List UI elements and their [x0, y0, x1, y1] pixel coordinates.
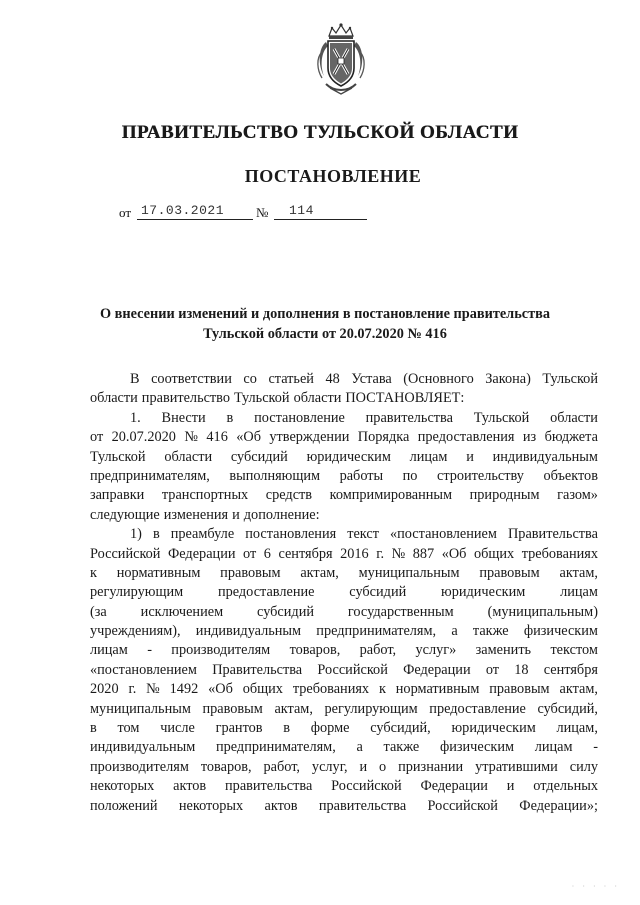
body-line: Российской Федерации от 6 сентября 2016 г. № 887 «Об общих требованиях — [90, 545, 598, 562]
body-line: учреждениям), индивидуальным предпринимателям, а также физическим — [90, 623, 598, 640]
body-line: 1. Внести в постановление правительства Тульской области — [130, 409, 598, 426]
body-line: производителям товаров, работ, услуг, и о признании утратившими силу — [90, 758, 598, 775]
document-body — [90, 370, 598, 816]
document-date: 17.03.2021 — [141, 203, 225, 218]
body-line: области правительство Тульской области ПОСТАНОВЛЯЕТ: — [90, 390, 465, 407]
body-line: Тульской области субсидий юридическим лицам и индивидуальным — [90, 448, 598, 465]
date-number-line — [119, 203, 379, 223]
date-underline — [137, 219, 253, 220]
subject-line: Тульской области от 20.07.2020 № 416 — [203, 326, 447, 342]
body-line: к нормативным правовым актам, муниципальным правовым актам, — [90, 564, 598, 581]
body-line: «постановлением Правительства Российской Федерации от 18 сентября — [90, 661, 598, 678]
number-label: № — [256, 205, 269, 220]
body-line: от 20.07.2020 № 416 «Об утверждении Порядка предоставления из бюджета — [90, 429, 598, 446]
body-line: В соответствии со статьей 48 Устава (Основного Закона) Тульской — [130, 371, 598, 387]
number-underline — [274, 219, 367, 220]
government-title: ПРАВИТЕЛЬСТВО ТУЛЬСКОЙ ОБЛАСТИ — [121, 122, 519, 143]
date-from-label: от — [119, 205, 132, 220]
body-line: регулирующим предоставление субсидий юридическим лицам — [90, 584, 598, 601]
coat-of-arms-emblem — [316, 22, 366, 96]
document-subject — [90, 304, 560, 344]
subject-line: О внесении изменений и дополнения в постановление правительства — [99, 306, 551, 322]
scan-artifact-dots: · · · · · — [571, 882, 620, 891]
body-line: лицам - производителям товаров, работ, услуг» заменить текстом — [90, 642, 598, 659]
body-line: 2020 г. № 1492 «Об общих требованиях к нормативным правовым актам, — [90, 681, 598, 698]
body-line: положений некоторых актов правительства Российской Федерации»; — [90, 797, 598, 814]
body-line: (за исключением субсидий государственным (муниципальным) — [90, 603, 598, 620]
body-line: в том числе грантов в форме субсидий, юридическим лицам, — [90, 720, 598, 737]
document-number: 114 — [289, 203, 314, 218]
body-line: 1) в преамбуле постановления текст «постановлением Правительства — [130, 526, 598, 543]
body-line: предпринимателям, выполняющим работы по строительству объектов — [90, 467, 598, 484]
body-line: некоторых актов правительства Российской Федерации и отдельных — [90, 778, 598, 795]
body-line: муниципальным правовым актам, регулирующим предоставление субсидий, — [90, 700, 598, 717]
body-line: следующие изменения и дополнение: — [90, 506, 320, 523]
body-line: заправки транспортных средств компримированным природным газом» — [90, 487, 598, 504]
document-type-title: ПОСТАНОВЛЕНИЕ — [244, 166, 422, 186]
body-line: индивидуальным предпринимателям, а также физическим лицам - — [90, 739, 598, 756]
